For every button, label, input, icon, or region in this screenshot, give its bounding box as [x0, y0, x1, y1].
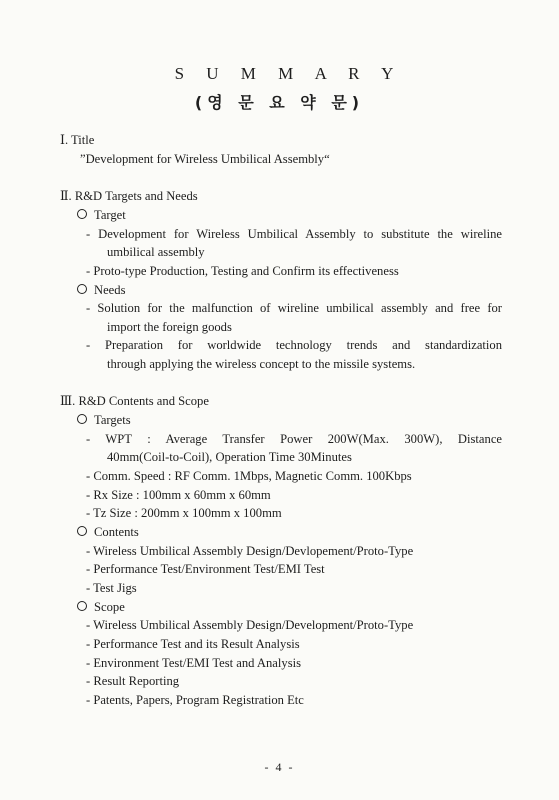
scope-item: - Performance Test and its Result Analysis: [86, 637, 300, 651]
needs-item: - Solution for the malfunction of wireline umbilical assembly and free for: [86, 301, 502, 315]
summary-title: S U M M A R Y: [174, 64, 403, 83]
scope-label: Scope: [94, 600, 125, 614]
circle-bullet-icon: [77, 601, 87, 611]
targets-item: - WPT : Average Transfer Power 200W(Max. 300W), Distance: [86, 432, 502, 446]
targets-item-continuation: 40mm(Coil-to-Coil), Operation Time 30Minutes: [107, 450, 352, 464]
needs-bullet: [77, 282, 125, 298]
circle-bullet-icon: [77, 284, 87, 294]
summary-subtitle-korean: (영 문 요 약 문): [194, 93, 365, 112]
contents-label: Contents: [94, 525, 139, 539]
targets-item: - Tz Size : 200mm x 100mm x 100mm: [86, 506, 282, 520]
circle-bullet-icon: [77, 414, 87, 424]
section-1-heading: Ⅰ. Title: [60, 133, 95, 147]
contents-item: - Test Jigs: [86, 581, 137, 595]
targets-item: - Comm. Speed : RF Comm. 1Mbps, Magnetic Comm. 100Kbps: [86, 469, 412, 483]
target-item-continuation: umbilical assembly: [107, 245, 205, 259]
needs-item-continuation: import the foreign goods: [107, 320, 232, 334]
page-number: - 4 -: [264, 760, 295, 774]
targets-item: - Rx Size : 100mm x 60mm x 60mm: [86, 488, 271, 502]
section-2-heading: Ⅱ. R&D Targets and Needs: [60, 189, 198, 203]
target-label: Target: [94, 208, 126, 222]
scope-item: - Wireless Umbilical Assembly Design/Development/Proto-Type: [86, 618, 414, 632]
contents-item: - Wireless Umbilical Assembly Design/Devlopement/Proto-Type: [86, 544, 414, 558]
target-bullet: [77, 207, 126, 223]
circle-bullet-icon: [77, 526, 87, 536]
needs-item-continuation: through applying the wireless concept to the missile systems.: [107, 357, 416, 371]
scope-item: - Patents, Papers, Program Registration Etc: [86, 693, 304, 707]
section-3-heading: Ⅲ. R&D Contents and Scope: [60, 394, 209, 408]
target-item: - Proto-type Production, Testing and Confirm its effectiveness: [86, 264, 399, 278]
needs-label: Needs: [94, 283, 126, 297]
target-item: - Development for Wireless Umbilical Assembly to substitute the wireline: [86, 227, 502, 241]
scope-item: - Result Reporting: [86, 674, 180, 688]
circle-bullet-icon: [77, 209, 87, 219]
contents-bullet: [77, 524, 139, 540]
section-1-title-text: ”Development for Wireless Umbilical Assembly“: [80, 152, 330, 166]
targets-label: Targets: [94, 413, 131, 427]
needs-item: - Preparation for worldwide technology trends and standardization: [86, 338, 502, 352]
contents-item: - Performance Test/Environment Test/EMI Test: [86, 562, 325, 576]
targets-bullet: [77, 412, 131, 428]
scope-item: - Environment Test/EMI Test and Analysis: [86, 656, 301, 670]
scope-bullet: [77, 599, 125, 615]
